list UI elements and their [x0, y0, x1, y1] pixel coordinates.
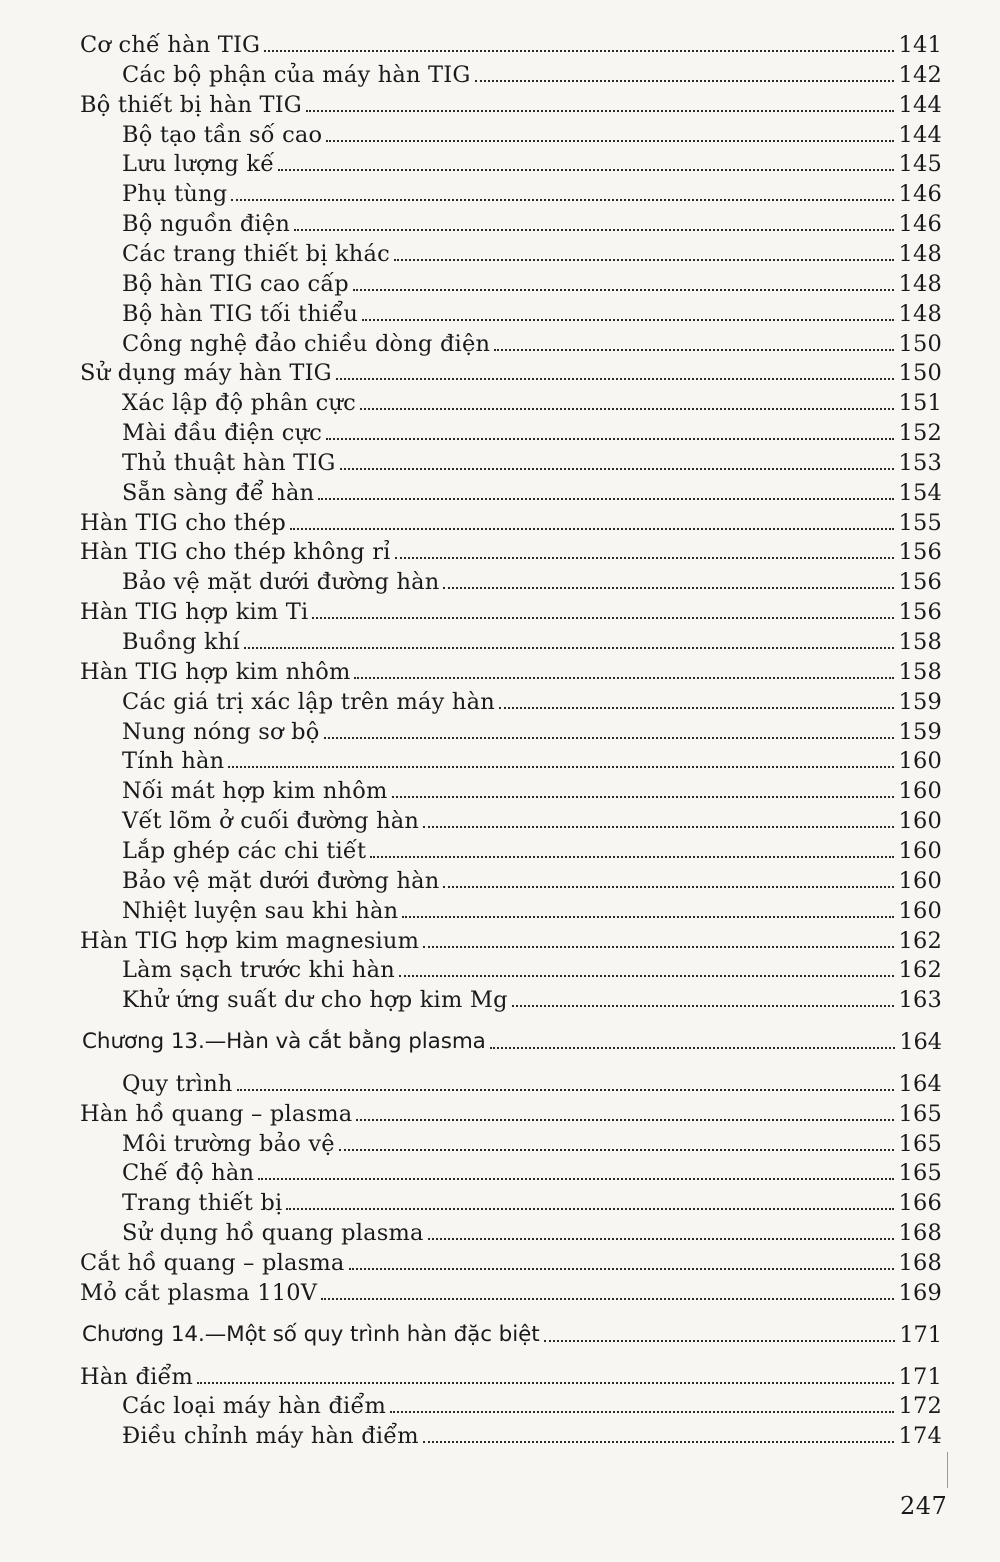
toc-entry [122, 681, 942, 715]
dot-leader [339, 1149, 895, 1151]
entry-title: Bảo vệ mặt dưới đường hàn [122, 569, 440, 595]
dot-leader [475, 80, 895, 82]
dot-leader [354, 677, 894, 679]
entry-title: Xác lập độ phân cực [122, 390, 356, 416]
dot-leader [392, 796, 895, 798]
entry-title: Tính hàn [122, 748, 225, 774]
entry-title: Hàn TIG hợp kim magnesium [80, 928, 420, 954]
toc-entry [122, 382, 942, 416]
toc-entry [122, 233, 942, 267]
entry-title: Hàn hồ quang – plasma [80, 1101, 353, 1127]
dot-leader [395, 557, 895, 559]
toc-entry [122, 979, 942, 1013]
entry-title: Bộ thiết bị hàn TIG [80, 92, 302, 118]
entry-title: Các trang thiết bị khác [122, 241, 390, 267]
page-ref: 156 [898, 569, 942, 595]
entry-title: Môi trường bảo vệ [122, 1131, 335, 1157]
page-ref: 163 [898, 987, 942, 1013]
entry-title: Quy trình [122, 1071, 233, 1097]
entry-title: Làm sạch trước khi hàn [122, 957, 395, 983]
page-ref: 150 [898, 360, 942, 386]
entry-title: Thủ thuật hàn TIG [122, 450, 336, 476]
dot-leader [394, 259, 895, 261]
page-ref: 159 [898, 719, 942, 745]
entry-title: Mỏ cắt plasma 110V [80, 1280, 318, 1306]
toc-entry [80, 84, 942, 118]
dot-leader [340, 468, 895, 470]
toc-entry [122, 770, 942, 804]
toc-entry [122, 1385, 942, 1419]
page-ref: 160 [898, 748, 942, 774]
dot-leader [231, 199, 894, 201]
page-ref: 152 [898, 420, 942, 446]
page-ref: 156 [898, 599, 942, 625]
dot-leader [390, 1411, 894, 1413]
margin-mark [947, 1452, 948, 1488]
entry-title: Vết lõm ở cuối đường hàn [122, 808, 420, 834]
entry-title: Công nghệ đảo chiều dòng điện [122, 331, 491, 357]
dot-leader [290, 528, 895, 530]
toc-entry [80, 1242, 942, 1276]
page-ref: 174 [898, 1423, 942, 1449]
page-ref: 146 [898, 211, 942, 237]
toc-entry [80, 1093, 942, 1127]
dot-leader [278, 169, 894, 171]
entry-title: Bộ hàn TIG tối thiểu [122, 301, 359, 327]
dot-leader [423, 826, 894, 828]
page-ref: 169 [898, 1280, 942, 1306]
toc-entry [122, 412, 942, 446]
toc-entry [122, 561, 942, 595]
chapter-heading [82, 1314, 942, 1348]
toc-entry [80, 24, 942, 58]
dot-leader [324, 737, 895, 739]
toc-entry [122, 949, 942, 983]
chapter-heading [82, 1021, 942, 1055]
page-ref: 164 [898, 1071, 942, 1097]
dot-leader [428, 1238, 895, 1240]
dot-leader [423, 946, 894, 948]
toc-entry [122, 442, 942, 476]
page-ref: 171 [899, 1322, 942, 1348]
toc-entry [80, 591, 942, 625]
entry-title: Hàn TIG hợp kim Ti [80, 599, 309, 625]
page-ref: 148 [898, 271, 942, 297]
dot-leader [544, 1340, 896, 1342]
entry-title: Bộ tạo tần số cao [122, 122, 323, 148]
dot-leader [197, 1382, 894, 1384]
dot-leader [244, 647, 894, 649]
page-ref: 141 [898, 32, 942, 58]
dot-leader [318, 498, 894, 500]
toc-entry [122, 1415, 942, 1449]
toc-entry [122, 263, 942, 297]
toc-entry [122, 1063, 942, 1097]
page-ref: 148 [898, 241, 942, 267]
page-ref: 165 [898, 1160, 942, 1186]
dot-leader [336, 378, 895, 380]
toc-entry [80, 1272, 942, 1306]
toc-entry [122, 890, 942, 924]
dot-leader [326, 140, 894, 142]
page-ref: 159 [898, 689, 942, 715]
toc-entry [122, 830, 942, 864]
entry-title: Trang thiết bị [122, 1190, 283, 1216]
page-number: 247 [900, 1492, 948, 1520]
dot-leader [264, 50, 894, 52]
chapter-title: Chương 13.—Hàn và cắt bằng plasma [82, 1029, 486, 1054]
toc-entry [122, 1182, 942, 1216]
dot-leader [228, 766, 894, 768]
page-ref: 144 [898, 92, 942, 118]
dot-leader [294, 229, 894, 231]
dot-leader [362, 319, 894, 321]
page-ref: 166 [898, 1190, 942, 1216]
dot-leader [286, 1208, 894, 1210]
page-ref: 154 [898, 480, 942, 506]
page-ref: 142 [898, 62, 942, 88]
dot-leader [356, 1119, 894, 1121]
page-ref: 165 [898, 1101, 942, 1127]
entry-title: Bảo vệ mặt dưới đường hàn [122, 868, 440, 894]
page-ref: 160 [898, 838, 942, 864]
entry-title: Các bộ phận của máy hàn TIG [122, 62, 471, 88]
page-ref: 162 [898, 928, 942, 954]
page-ref: 172 [898, 1393, 942, 1419]
page-ref: 160 [898, 868, 942, 894]
dot-leader [490, 1047, 896, 1049]
page-ref: 156 [898, 539, 942, 565]
dot-leader [306, 110, 894, 112]
page-ref: 144 [898, 122, 942, 148]
entry-title: Điều chỉnh máy hàn điểm [122, 1423, 419, 1449]
entry-title: Sử dụng máy hàn TIG [80, 360, 332, 386]
dot-leader [443, 886, 894, 888]
entry-title: Buồng khí [122, 629, 240, 655]
entry-title: Hàn TIG hợp kim nhôm [80, 659, 351, 685]
page-ref: 145 [898, 151, 942, 177]
dot-leader [499, 707, 895, 709]
page-ref: 164 [899, 1029, 942, 1055]
toc-entry [122, 740, 942, 774]
entry-title: Sẵn sàng để hàn [122, 480, 315, 506]
toc-entry [122, 173, 942, 207]
entry-title: Hàn TIG cho thép [80, 510, 286, 536]
entry-title: Cắt hồ quang – plasma [80, 1250, 345, 1276]
entry-title: Hàn điểm [80, 1364, 194, 1390]
toc-entry [122, 1212, 942, 1246]
toc-entry [80, 651, 942, 685]
entry-title: Cơ chế hàn TIG [80, 32, 261, 58]
page-ref: 171 [898, 1364, 942, 1390]
dot-leader [258, 1178, 894, 1180]
entry-title: Bộ hàn TIG cao cấp [122, 271, 349, 297]
toc-entry [80, 531, 942, 565]
toc-entry [122, 472, 942, 506]
toc-entry [80, 352, 942, 386]
page-ref: 158 [898, 629, 942, 655]
entry-title: Nhiệt luyện sau khi hàn [122, 898, 399, 924]
dot-leader [353, 289, 895, 291]
dot-leader [370, 856, 894, 858]
entry-title: Khử ứng suất dư cho hợp kim Mg [122, 987, 508, 1013]
page-ref: 155 [898, 510, 942, 536]
toc-entry [122, 293, 942, 327]
dot-leader [402, 916, 894, 918]
entry-title: Lưu lượng kế [122, 151, 275, 177]
dot-leader [494, 349, 894, 351]
dot-leader [443, 587, 894, 589]
toc-entry [122, 800, 942, 834]
entry-title: Lắp ghép các chi tiết [122, 838, 367, 864]
page-ref: 150 [898, 331, 942, 357]
toc-entry [122, 1152, 942, 1186]
page-ref: 160 [898, 808, 942, 834]
page-ref: 160 [898, 898, 942, 924]
entry-title: Nối mát hợp kim nhôm [122, 778, 388, 804]
page-ref: 151 [898, 390, 942, 416]
dot-leader [360, 408, 895, 410]
entry-title: Hàn TIG cho thép không rỉ [80, 539, 391, 565]
page-ref: 146 [898, 181, 942, 207]
entry-title: Mài đầu điện cực [122, 420, 323, 446]
dot-leader [312, 617, 894, 619]
page-ref: 162 [898, 957, 942, 983]
dot-leader [326, 438, 894, 440]
dot-leader [349, 1268, 895, 1270]
page-ref: 168 [898, 1220, 942, 1246]
toc-entry [122, 860, 942, 894]
page-ref: 160 [898, 778, 942, 804]
entry-title: Phụ tùng [122, 181, 228, 207]
entry-title: Bộ nguồn điện [122, 211, 291, 237]
toc-entry [122, 54, 942, 88]
dot-leader [399, 975, 895, 977]
entry-title: Sử dụng hồ quang plasma [122, 1220, 424, 1246]
dot-leader [423, 1441, 895, 1443]
entry-title: Chế độ hàn [122, 1160, 255, 1186]
toc-entry [122, 203, 942, 237]
page-ref: 168 [898, 1250, 942, 1276]
dot-leader [512, 1005, 895, 1007]
page-ref: 148 [898, 301, 942, 327]
entry-title: Nung nóng sơ bộ [122, 719, 320, 745]
dot-leader [321, 1298, 894, 1300]
toc-entry [122, 621, 942, 655]
dot-leader [237, 1089, 895, 1091]
page-ref: 165 [898, 1131, 942, 1157]
entry-title: Các giá trị xác lập trên máy hàn [122, 689, 495, 715]
entry-title: Các loại máy hàn điểm [122, 1393, 387, 1419]
chapter-title: Chương 14.—Một số quy trình hàn đặc biệt [82, 1322, 540, 1347]
page-ref: 158 [898, 659, 942, 685]
page-ref: 153 [898, 450, 942, 476]
toc-entry [122, 143, 942, 177]
